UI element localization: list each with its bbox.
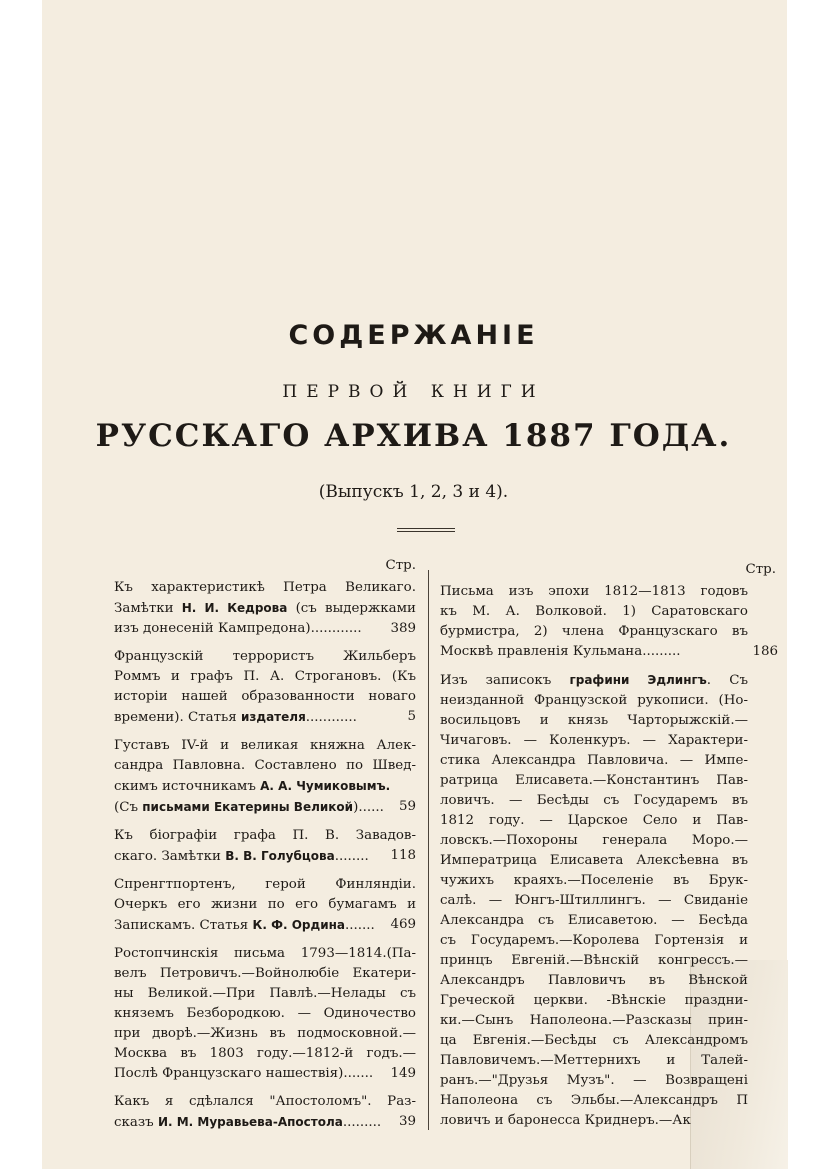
issues-note: (Выпускъ 1, 2, 3 и 4). bbox=[318, 482, 509, 502]
page-number: 5 bbox=[407, 709, 416, 724]
entry-line: стика Александра Павловича. — Импе- bbox=[440, 753, 748, 768]
toc-entry bbox=[114, 875, 416, 936]
entry-line: бурмистра, 2) члена Французскаго въ bbox=[440, 624, 748, 639]
entry-line bbox=[114, 707, 416, 728]
source-name: письмами Екатерины Великой bbox=[142, 800, 354, 814]
entry-line: Письма изъ эпохи 1812—1813 годовъ bbox=[440, 584, 748, 599]
page-number: 59 bbox=[398, 799, 416, 814]
entry-line: неизданной Французской рукописи. (Но- bbox=[440, 693, 748, 708]
entry-line: чужихъ краяхъ.—Поселеніе въ Брук- bbox=[440, 873, 748, 888]
decorative-rule bbox=[397, 528, 455, 532]
entry-line: 1812 году. — Царское Село и Пав- bbox=[440, 813, 748, 828]
entry-line: съ Государемъ.—Королева Гортензія и bbox=[440, 933, 748, 948]
entry-line: при дворѣ.—Жизнь въ подмосковной.— bbox=[114, 1026, 416, 1041]
page-number: 469 bbox=[390, 917, 416, 932]
entry-text: изъ донесеній Кампредона)............ bbox=[114, 621, 362, 636]
entry-line: Какъ я сдѣлался "Апостоломъ". Раз- bbox=[114, 1094, 416, 1109]
entry-line bbox=[440, 642, 778, 662]
entry-line: къ М. А. Волковой. 1) Саратовскаго bbox=[440, 604, 748, 619]
author-name: К. Ф. Ордина bbox=[252, 918, 345, 932]
entry-text: (съ выдержками bbox=[287, 601, 416, 616]
entry-line: Къ характеристикѣ Петра Великаго. bbox=[114, 580, 416, 595]
entry-line: салѣ. — Юнгъ-Штиллингъ. — Свиданіе bbox=[440, 893, 748, 908]
toc-left-column bbox=[114, 556, 416, 1141]
page-column-header: Стр. bbox=[385, 558, 416, 573]
entry-text: Москвѣ правленія Кульмана......... bbox=[440, 644, 681, 659]
page-column-header: Стр. bbox=[745, 562, 776, 577]
entry-line: Александръ Павловичъ въ Вѣнской bbox=[440, 973, 748, 988]
page-number: 389 bbox=[390, 621, 416, 636]
entry-line: Къ біографіи графа П. В. Завадов- bbox=[114, 828, 416, 843]
page-title: СОДЕРЖАНІЕ bbox=[288, 320, 539, 351]
page-number: 118 bbox=[390, 848, 416, 863]
entry-text: времени). Статья bbox=[114, 710, 242, 725]
entry-line: Императрица Елисавета Алексѣевна въ bbox=[440, 853, 748, 868]
toc-entry bbox=[114, 944, 416, 1084]
entry-line: Спренгтпортенъ, герой Финляндіи. bbox=[114, 877, 416, 892]
entry-line: ратрица Елисавета.—Константинъ Пав- bbox=[440, 773, 748, 788]
entry-line: ца Евгенія.—Бесѣды съ Александромъ bbox=[440, 1033, 748, 1048]
entry-line bbox=[114, 598, 416, 619]
column-divider bbox=[428, 570, 429, 1130]
entry-line: Чичаговъ. — Коленкуръ. — Характери- bbox=[440, 733, 748, 748]
entry-text: Послѣ Французскаго нашествія)....... bbox=[114, 1066, 374, 1081]
entry-text: ......... bbox=[342, 1115, 382, 1130]
entry-text: (Съ bbox=[114, 800, 143, 815]
entry-line: восильцовъ и князь Чарторыжскій.— bbox=[440, 713, 748, 728]
entry-text: Изъ записокъ bbox=[440, 673, 570, 688]
entry-line: Александра съ Елисаветою. — Бесѣда bbox=[440, 913, 748, 928]
entry-line: ны Великой.—При Павлѣ.—Нелады съ bbox=[114, 986, 416, 1001]
entry-line: Густавъ IV-й и великая княжна Алек- bbox=[114, 738, 416, 753]
entry-line: принцъ Евгеній.—Вѣнскій конгрессъ.— bbox=[440, 953, 748, 968]
toc-entry bbox=[440, 670, 748, 1131]
entry-line bbox=[114, 1064, 416, 1084]
entry-text: )...... bbox=[353, 800, 384, 815]
entry-line bbox=[114, 846, 416, 867]
entry-line: ловичъ и баронесса Криднеръ.—Ак bbox=[440, 1113, 691, 1128]
entry-text: ....... bbox=[345, 918, 375, 933]
entry-line bbox=[114, 619, 416, 639]
entry-text: скаго. Замѣтки bbox=[114, 849, 226, 864]
entry-line: Греческой церкви. -Вѣнскіе праздни- bbox=[440, 993, 748, 1008]
entry-line: Очеркъ его жизни по его бумагамъ и bbox=[114, 897, 416, 912]
entry-line bbox=[114, 1112, 416, 1133]
page-number: 39 bbox=[398, 1114, 416, 1129]
entry-line bbox=[114, 776, 416, 797]
entry-line: Ростопчинскія письма 1793—1814.(Па- bbox=[114, 946, 416, 961]
toc-entry bbox=[114, 578, 416, 639]
entry-line: велъ Петровичъ.—Войнолюбіе Екатери- bbox=[114, 966, 416, 981]
author-name: издателя bbox=[241, 710, 306, 724]
toc-entry bbox=[114, 1092, 416, 1133]
entry-line: Павловичемъ.—Меттернихъ и Талей- bbox=[440, 1053, 748, 1068]
entry-text: ........ bbox=[334, 849, 369, 864]
entry-line: сандра Павловна. Составлено по Швед- bbox=[114, 758, 416, 773]
entry-line: ловскъ.—Похороны генерала Моро.— bbox=[440, 833, 748, 848]
toc-entry bbox=[114, 826, 416, 867]
entry-text: Запискамъ. Статья bbox=[114, 918, 253, 933]
entry-line: ловичъ. — Бесѣды съ Государемъ въ bbox=[440, 793, 748, 808]
entry-line: княземъ Безбородкою. — Одиночество bbox=[114, 1006, 416, 1021]
page-number: 149 bbox=[390, 1066, 416, 1081]
entry-line: Французскій террористъ Жильберъ bbox=[114, 649, 416, 664]
entry-text: ............ bbox=[305, 710, 357, 725]
author-name: В. В. Голубцова bbox=[225, 849, 335, 863]
toc-right-column bbox=[440, 560, 778, 1139]
entry-line bbox=[440, 670, 748, 691]
entry-line: ки.—Сынъ Наполеона.—Разсказы прин- bbox=[440, 1013, 748, 1028]
author-name: И. М. Муравьева-Апостола bbox=[157, 1115, 343, 1129]
entry-line: Москва въ 1803 году.—1812-й годъ.— bbox=[114, 1046, 416, 1061]
author-name: А. А. Чумиковымъ. bbox=[260, 779, 391, 793]
entry-text: скимъ источникамъ bbox=[114, 779, 261, 794]
entry-line: Наполеона съ Эльбы.—Александръ П bbox=[440, 1093, 748, 1108]
entry-line: исторіи нашей образованности новаго bbox=[114, 689, 416, 704]
entry-line bbox=[114, 797, 416, 818]
subtitle: ПЕРВОЙ КНИГИ bbox=[282, 382, 545, 402]
entry-text: сказъ bbox=[114, 1115, 158, 1130]
toc-entry bbox=[440, 582, 778, 662]
entry-text: . Съ bbox=[706, 673, 748, 688]
entry-text: Замѣтки bbox=[114, 601, 182, 616]
entry-line bbox=[114, 915, 416, 936]
entry-line: ранъ.—"Друзья Музъ". — Возвращені bbox=[440, 1073, 748, 1088]
main-title: РУССКАГО АРХИВА 1887 ГОДА. bbox=[95, 418, 732, 454]
author-name: графини Эдлингъ bbox=[569, 673, 707, 687]
page-number: 186 bbox=[752, 644, 778, 659]
author-name: Н. И. Кедрова bbox=[181, 601, 288, 615]
toc-entry bbox=[114, 647, 416, 728]
toc-entry bbox=[114, 736, 416, 818]
entry-line: Роммъ и графъ П. А. Строгановъ. (Къ bbox=[114, 669, 416, 684]
